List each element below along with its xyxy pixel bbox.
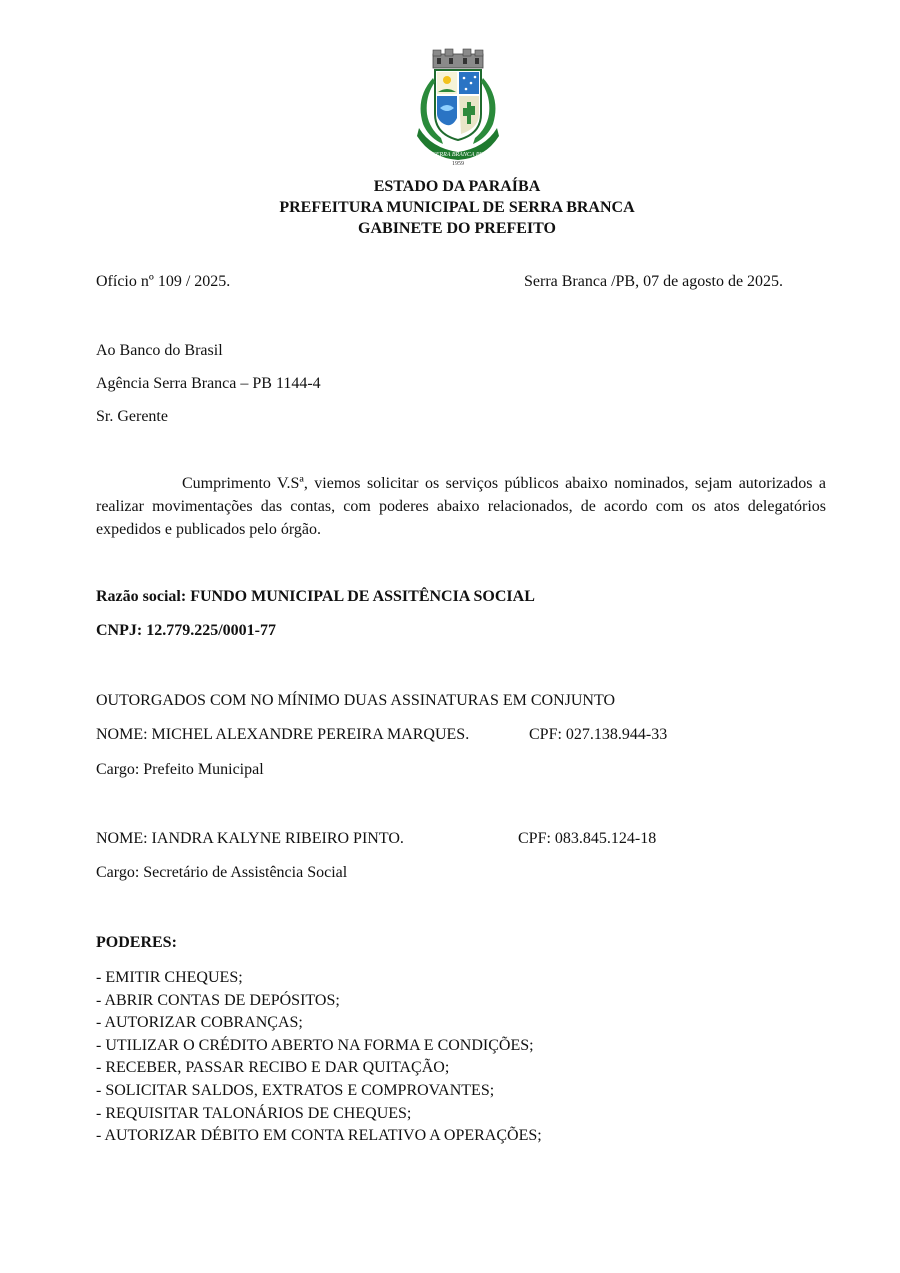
grantee-1-name: NOME: MICHEL ALEXANDRE PEREIRA MARQUES. [96, 726, 470, 743]
cabinet-name: GABINETE DO PREFEITO [358, 220, 556, 237]
recipient-title: Sr. Gerente [96, 408, 168, 425]
grantee-2-cpf: CPF: 083.845.124-18 [518, 830, 657, 847]
recipient-branch: Agência Serra Branca – PB 1144-4 [96, 375, 321, 392]
grantee-1-cpf: CPF: 027.138.944-33 [529, 726, 668, 743]
grantee-2-name: NOME: IANDRA KALYNE RIBEIRO PINTO. [96, 830, 404, 847]
letterhead [0, 176, 900, 239]
power-item: - SOLICITAR SALDOS, EXTRATOS E COMPROVANTES; [96, 1081, 495, 1099]
razao-social: Razão social: FUNDO MUNICIPAL DE ASSITÊNCIA SOCIAL [96, 588, 535, 605]
state-name: ESTADO DA PARAÍBA [373, 178, 541, 195]
cnpj: CNPJ: 12.779.225/0001-77 [96, 622, 276, 639]
office-number: Ofício nº 109 / 2025. [96, 273, 231, 290]
power-item: - AUTORIZAR DÉBITO EM CONTA RELATIVO A OPERAÇÕES; [96, 1127, 542, 1145]
powers-heading: PODERES: [96, 934, 177, 951]
power-item: - EMITIR CHEQUES; [96, 969, 243, 986]
power-item: - UTILIZAR O CRÉDITO ABERTO NA FORMA E CONDIÇÕES; [96, 1036, 534, 1054]
place-date: Serra Branca /PB, 07 de agosto de 2025. [524, 273, 784, 290]
grantees-heading: OUTORGADOS COM NO MÍNIMO DUAS ASSINATURAS EM CONJUNTO [96, 692, 616, 709]
powers-list [96, 967, 542, 1148]
shield-icon [435, 70, 481, 140]
recipient-bank: Ao Banco do Brasil [96, 342, 223, 359]
power-item: - AUTORIZAR COBRANÇAS; [96, 1014, 303, 1032]
grantee-1-role: Cargo: Prefeito Municipal [96, 761, 264, 778]
body-paragraph: Cumprimento V.Sª, viemos solicitar os serviços públicos abaixo nominados, sejam autorizados a realizar movimentações das contas, com poderes abaixo relacionados, de acordo com os atos delegatórios expedidos e publicados pelo órgão. [96, 475, 826, 538]
crest-year: 1959 [452, 161, 464, 166]
power-item: - ABRIR CONTAS DE DEPÓSITOS; [96, 991, 340, 1009]
crest-band-text: SERRA BRANCA PB [432, 152, 484, 158]
power-item: - RECEBER, PASSAR RECIBO E DAR QUITAÇÃO; [96, 1059, 450, 1077]
power-item: - REQUISITAR TALONÁRIOS DE CHEQUES; [96, 1104, 412, 1122]
mural-crown-icon [433, 49, 483, 68]
grantee-2-role: Cargo: Secretário de Assistência Social [96, 864, 348, 881]
prefecture-name: PREFEITURA MUNICIPAL DE SERRA BRANCA [279, 199, 635, 216]
municipal-coat-of-arms [411, 48, 505, 166]
